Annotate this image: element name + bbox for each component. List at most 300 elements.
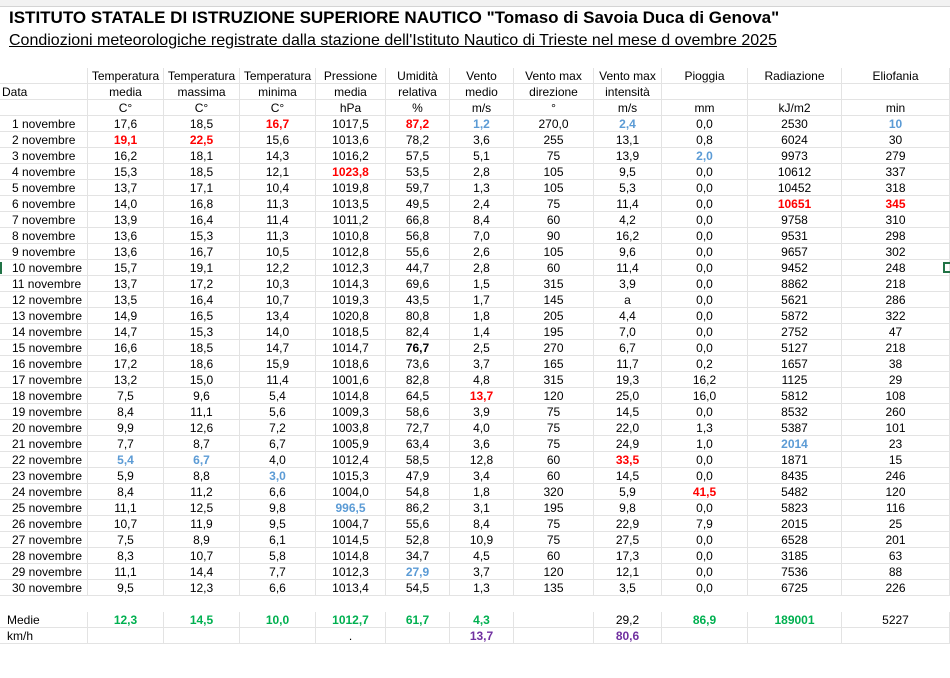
header-cell[interactable] [0,68,88,84]
data-cell[interactable]: 1018,6 [316,356,386,372]
data-cell[interactable]: 11,3 [240,228,316,244]
data-cell[interactable]: 0,0 [662,164,748,180]
data-cell[interactable]: 63 [842,548,950,564]
data-cell[interactable]: 52,8 [386,532,450,548]
data-cell[interactable]: 1017,5 [316,116,386,132]
data-cell[interactable]: 4,8 [450,372,514,388]
data-cell[interactable]: 12,8 [450,452,514,468]
data-cell[interactable]: 13,1 [594,132,662,148]
data-cell[interactable]: 12,1 [594,564,662,580]
data-cell[interactable]: 1,7 [450,292,514,308]
data-cell[interactable]: 8435 [748,468,842,484]
data-cell[interactable]: 54,8 [386,484,450,500]
data-cell[interactable]: 9,8 [240,500,316,516]
data-cell[interactable]: 6024 [748,132,842,148]
data-cell[interactable]: 10452 [748,180,842,196]
data-cell[interactable]: 4,5 [450,548,514,564]
data-cell[interactable]: 15,3 [164,324,240,340]
data-cell[interactable]: 7,2 [240,420,316,436]
data-cell[interactable]: 9758 [748,212,842,228]
data-cell[interactable]: 218 [842,340,950,356]
data-cell[interactable]: 75 [514,436,594,452]
data-cell[interactable]: 1013,5 [316,196,386,212]
data-cell[interactable]: 64,5 [386,388,450,404]
data-cell[interactable]: 11,4 [594,260,662,276]
date-cell[interactable]: 10 novembre [0,260,88,276]
data-cell[interactable]: 2015 [748,516,842,532]
data-cell[interactable]: 75 [514,516,594,532]
data-cell[interactable]: 82,4 [386,324,450,340]
data-cell[interactable]: 7,0 [450,228,514,244]
data-cell[interactable]: 13,6 [88,228,164,244]
data-cell[interactable]: 1871 [748,452,842,468]
data-cell[interactable]: 1012,4 [316,452,386,468]
kmh-cell[interactable] [386,628,450,644]
data-cell[interactable]: 73,6 [386,356,450,372]
date-cell[interactable]: 23 novembre [0,468,88,484]
data-cell[interactable]: 0,0 [662,452,748,468]
data-cell[interactable]: 1019,8 [316,180,386,196]
data-cell[interactable]: 17,1 [164,180,240,196]
data-cell[interactable]: 41,5 [662,484,748,500]
data-cell[interactable]: 1014,5 [316,532,386,548]
date-cell[interactable]: 2 novembre [0,132,88,148]
header-cell[interactable]: C° [88,100,164,116]
data-cell[interactable]: 55,6 [386,244,450,260]
data-cell[interactable]: 1,2 [450,116,514,132]
average-cell[interactable]: 12,3 [88,612,164,628]
data-cell[interactable]: 2752 [748,324,842,340]
date-cell[interactable]: 22 novembre [0,452,88,468]
data-cell[interactable]: 60 [514,452,594,468]
data-cell[interactable]: 14,3 [240,148,316,164]
data-cell[interactable]: 55,6 [386,516,450,532]
average-cell[interactable]: 29,2 [594,612,662,628]
data-cell[interactable]: 57,5 [386,148,450,164]
data-cell[interactable]: 16,5 [164,308,240,324]
data-cell[interactable]: 286 [842,292,950,308]
header-cell[interactable]: intensità [594,84,662,100]
data-cell[interactable]: 2,5 [450,340,514,356]
data-cell[interactable]: 6,1 [240,532,316,548]
data-cell[interactable]: 25,0 [594,388,662,404]
average-cell[interactable]: 5227 [842,612,950,628]
data-cell[interactable]: 14,4 [164,564,240,580]
data-cell[interactable]: 4,4 [594,308,662,324]
data-cell[interactable]: 15,0 [164,372,240,388]
date-cell[interactable]: 8 novembre [0,228,88,244]
data-cell[interactable]: 116 [842,500,950,516]
data-cell[interactable]: 8,4 [88,484,164,500]
data-cell[interactable]: 13,5 [88,292,164,308]
data-cell[interactable]: 14,5 [594,468,662,484]
data-cell[interactable]: 12,6 [164,420,240,436]
data-cell[interactable]: 75 [514,196,594,212]
data-cell[interactable]: 13,2 [88,372,164,388]
header-cell[interactable]: direzione [514,84,594,100]
data-cell[interactable]: 8,4 [450,212,514,228]
data-cell[interactable]: 6,7 [164,452,240,468]
data-cell[interactable]: 5812 [748,388,842,404]
header-cell[interactable]: m/s [594,100,662,116]
data-cell[interactable]: 105 [514,164,594,180]
data-cell[interactable]: 19,3 [594,372,662,388]
data-cell[interactable]: 5,1 [450,148,514,164]
data-cell[interactable]: 43,5 [386,292,450,308]
data-cell[interactable]: 56,8 [386,228,450,244]
header-cell[interactable]: massima [164,84,240,100]
data-cell[interactable]: 0,0 [662,468,748,484]
data-cell[interactable]: a [594,292,662,308]
data-cell[interactable]: 5387 [748,420,842,436]
data-cell[interactable]: 14,0 [88,196,164,212]
data-cell[interactable]: 120 [842,484,950,500]
data-cell[interactable]: 58,5 [386,452,450,468]
data-cell[interactable]: 120 [514,564,594,580]
header-cell[interactable]: Eliofania [842,68,950,84]
kmh-cell[interactable] [164,628,240,644]
data-cell[interactable]: 10,9 [450,532,514,548]
data-cell[interactable]: 17,6 [88,116,164,132]
data-cell[interactable]: 17,3 [594,548,662,564]
data-cell[interactable]: 5,8 [240,548,316,564]
data-cell[interactable]: 1012,3 [316,564,386,580]
data-cell[interactable]: 0,0 [662,212,748,228]
data-cell[interactable]: 3,1 [450,500,514,516]
header-cell[interactable]: hPa [316,100,386,116]
kmh-cell[interactable]: . [316,628,386,644]
data-cell[interactable]: 88 [842,564,950,580]
data-cell[interactable]: 10,4 [240,180,316,196]
data-cell[interactable]: 27,9 [386,564,450,580]
data-cell[interactable]: 16,0 [662,388,748,404]
kmh-cell[interactable] [514,628,594,644]
data-cell[interactable]: 60 [514,260,594,276]
data-cell[interactable]: 0,0 [662,244,748,260]
data-cell[interactable]: 5,4 [88,452,164,468]
date-cell[interactable]: 17 novembre [0,372,88,388]
data-cell[interactable]: 11,4 [594,196,662,212]
data-cell[interactable]: 1013,6 [316,132,386,148]
data-cell[interactable]: 1657 [748,356,842,372]
data-cell[interactable]: 33,5 [594,452,662,468]
header-cell[interactable] [0,100,88,116]
data-cell[interactable]: 10612 [748,164,842,180]
data-cell[interactable]: 0,0 [662,340,748,356]
data-cell[interactable]: 3,9 [450,404,514,420]
data-cell[interactable]: 7,7 [240,564,316,580]
data-cell[interactable]: 54,5 [386,580,450,596]
data-cell[interactable]: 101 [842,420,950,436]
data-cell[interactable]: 0,0 [662,500,748,516]
kmh-label[interactable]: km/h [0,628,88,644]
data-cell[interactable]: 11,4 [240,212,316,228]
data-cell[interactable]: 9531 [748,228,842,244]
data-cell[interactable]: 10,3 [240,276,316,292]
data-cell[interactable]: 315 [514,276,594,292]
data-cell[interactable]: 270,0 [514,116,594,132]
data-cell[interactable]: 8,9 [164,532,240,548]
data-cell[interactable]: 0,0 [662,548,748,564]
data-cell[interactable]: 16,7 [164,244,240,260]
data-cell[interactable]: 9,6 [594,244,662,260]
data-cell[interactable]: 9,5 [240,516,316,532]
data-cell[interactable]: 310 [842,212,950,228]
header-cell[interactable]: Vento max [594,68,662,84]
data-cell[interactable]: 218 [842,276,950,292]
header-cell[interactable]: Radiazione [748,68,842,84]
data-cell[interactable]: 13,7 [88,180,164,196]
data-cell[interactable]: 19,1 [88,132,164,148]
data-cell[interactable]: 0,0 [662,228,748,244]
data-cell[interactable]: 1125 [748,372,842,388]
date-cell[interactable]: 14 novembre [0,324,88,340]
data-cell[interactable]: 44,7 [386,260,450,276]
header-cell[interactable]: Pressione [316,68,386,84]
data-cell[interactable]: 5,4 [240,388,316,404]
data-cell[interactable]: 17,2 [164,276,240,292]
data-cell[interactable]: 13,4 [240,308,316,324]
header-cell[interactable]: medio [450,84,514,100]
date-cell[interactable]: 9 novembre [0,244,88,260]
data-cell[interactable]: 5,3 [594,180,662,196]
data-cell[interactable]: 60 [514,548,594,564]
data-cell[interactable]: 7,0 [594,324,662,340]
header-cell[interactable] [662,84,748,100]
header-cell[interactable]: Data [0,84,88,100]
data-cell[interactable]: 4,0 [450,420,514,436]
data-cell[interactable]: 22,5 [164,132,240,148]
data-cell[interactable]: 76,7 [386,340,450,356]
data-cell[interactable]: 25 [842,516,950,532]
data-cell[interactable]: 10 [842,116,950,132]
data-cell[interactable]: 5872 [748,308,842,324]
data-cell[interactable]: 3185 [748,548,842,564]
date-cell[interactable]: 13 novembre [0,308,88,324]
data-cell[interactable]: 11,4 [240,372,316,388]
date-cell[interactable]: 7 novembre [0,212,88,228]
kmh-cell[interactable]: 80,6 [594,628,662,644]
kmh-cell[interactable] [748,628,842,644]
data-cell[interactable]: 19,1 [164,260,240,276]
data-cell[interactable]: 16,8 [164,196,240,212]
data-cell[interactable]: 105 [514,180,594,196]
data-cell[interactable]: 4,2 [594,212,662,228]
data-cell[interactable]: 0,0 [662,180,748,196]
data-cell[interactable]: 1016,2 [316,148,386,164]
data-cell[interactable]: 11,1 [88,500,164,516]
data-cell[interactable]: 72,7 [386,420,450,436]
data-cell[interactable]: 270 [514,340,594,356]
date-cell[interactable]: 20 novembre [0,420,88,436]
data-cell[interactable]: 248 [842,260,950,276]
data-cell[interactable]: 201 [842,532,950,548]
data-cell[interactable]: 12,2 [240,260,316,276]
data-cell[interactable]: 11,1 [164,404,240,420]
data-cell[interactable]: 15,3 [88,164,164,180]
header-cell[interactable]: media [316,84,386,100]
data-cell[interactable]: 1014,8 [316,388,386,404]
data-cell[interactable]: 66,8 [386,212,450,228]
data-cell[interactable]: 18,6 [164,356,240,372]
data-cell[interactable]: 60 [514,468,594,484]
kmh-cell[interactable]: 13,7 [450,628,514,644]
data-cell[interactable]: 9973 [748,148,842,164]
data-cell[interactable]: 0,0 [662,292,748,308]
date-cell[interactable]: 25 novembre [0,500,88,516]
data-cell[interactable]: 14,7 [240,340,316,356]
data-cell[interactable]: 318 [842,180,950,196]
data-cell[interactable]: 1004,0 [316,484,386,500]
date-cell[interactable]: 12 novembre [0,292,88,308]
data-cell[interactable]: 18,5 [164,116,240,132]
data-cell[interactable]: 12,3 [164,580,240,596]
header-cell[interactable]: Temperatura [88,68,164,84]
data-cell[interactable]: 16,6 [88,340,164,356]
average-cell[interactable]: 1012,7 [316,612,386,628]
data-cell[interactable]: 1019,3 [316,292,386,308]
data-cell[interactable]: 3,5 [594,580,662,596]
date-cell[interactable]: 4 novembre [0,164,88,180]
data-cell[interactable]: 13,7 [88,276,164,292]
data-cell[interactable]: 11,7 [594,356,662,372]
data-cell[interactable]: 11,3 [240,196,316,212]
header-cell[interactable]: min [842,100,950,116]
header-cell[interactable]: Pioggia [662,68,748,84]
data-cell[interactable]: 10,5 [240,244,316,260]
data-cell[interactable]: 2014 [748,436,842,452]
data-cell[interactable]: 23 [842,436,950,452]
data-cell[interactable]: 14,5 [594,404,662,420]
data-cell[interactable]: 6528 [748,532,842,548]
data-cell[interactable]: 9657 [748,244,842,260]
kmh-cell[interactable] [88,628,164,644]
date-cell[interactable]: 30 novembre [0,580,88,596]
data-cell[interactable]: 165 [514,356,594,372]
data-cell[interactable]: 78,2 [386,132,450,148]
date-cell[interactable]: 27 novembre [0,532,88,548]
data-cell[interactable]: 7,7 [88,436,164,452]
data-cell[interactable]: 6,7 [594,340,662,356]
data-cell[interactable]: 16,2 [662,372,748,388]
data-cell[interactable]: 1009,3 [316,404,386,420]
data-cell[interactable]: 13,9 [594,148,662,164]
average-cell[interactable]: 86,9 [662,612,748,628]
data-cell[interactable]: 0,0 [662,308,748,324]
data-cell[interactable]: 3,4 [450,468,514,484]
data-cell[interactable]: 145 [514,292,594,308]
data-cell[interactable]: 18,1 [164,148,240,164]
data-cell[interactable]: 2530 [748,116,842,132]
data-cell[interactable]: 2,6 [450,244,514,260]
data-cell[interactable]: 1023,8 [316,164,386,180]
header-cell[interactable]: mm [662,100,748,116]
data-cell[interactable]: 15 [842,452,950,468]
data-cell[interactable]: 108 [842,388,950,404]
data-cell[interactable]: 9,9 [88,420,164,436]
data-cell[interactable]: 5621 [748,292,842,308]
data-cell[interactable]: 10,7 [164,548,240,564]
data-cell[interactable]: 3,0 [240,468,316,484]
data-cell[interactable]: 1014,3 [316,276,386,292]
data-cell[interactable]: 47,9 [386,468,450,484]
data-cell[interactable]: 7536 [748,564,842,580]
data-cell[interactable]: 15,9 [240,356,316,372]
data-cell[interactable]: 1014,7 [316,340,386,356]
data-cell[interactable]: 16,7 [240,116,316,132]
data-cell[interactable]: 1,4 [450,324,514,340]
data-cell[interactable]: 1020,8 [316,308,386,324]
average-cell[interactable]: 10,0 [240,612,316,628]
data-cell[interactable]: 0,0 [662,532,748,548]
data-cell[interactable]: 6,6 [240,484,316,500]
data-cell[interactable]: 53,5 [386,164,450,180]
data-cell[interactable]: 10651 [748,196,842,212]
data-cell[interactable]: 1,3 [450,180,514,196]
data-cell[interactable]: 59,7 [386,180,450,196]
header-cell[interactable]: minima [240,84,316,100]
data-cell[interactable]: 996,5 [316,500,386,516]
data-cell[interactable]: 1,3 [662,420,748,436]
data-cell[interactable]: 8,7 [164,436,240,452]
data-cell[interactable]: 47 [842,324,950,340]
header-cell[interactable]: Vento max [514,68,594,84]
header-cell[interactable]: m/s [450,100,514,116]
data-cell[interactable]: 0,0 [662,196,748,212]
data-cell[interactable]: 90 [514,228,594,244]
data-cell[interactable]: 105 [514,244,594,260]
data-cell[interactable]: 13,9 [88,212,164,228]
data-cell[interactable]: 0,0 [662,580,748,596]
data-cell[interactable]: 9,5 [594,164,662,180]
data-cell[interactable]: 82,8 [386,372,450,388]
averages-label[interactable]: Medie [0,612,88,628]
data-cell[interactable]: 86,2 [386,500,450,516]
data-cell[interactable]: 10,7 [88,516,164,532]
average-cell[interactable] [514,612,594,628]
data-cell[interactable]: 0,0 [662,276,748,292]
data-cell[interactable]: 0,0 [662,324,748,340]
data-cell[interactable]: 15,6 [240,132,316,148]
data-cell[interactable]: 320 [514,484,594,500]
data-cell[interactable]: 9452 [748,260,842,276]
header-cell[interactable]: Umidità [386,68,450,84]
data-cell[interactable]: 7,5 [88,388,164,404]
data-cell[interactable]: 3,7 [450,356,514,372]
date-cell[interactable]: 18 novembre [0,388,88,404]
data-cell[interactable]: 5,9 [88,468,164,484]
kmh-cell[interactable] [240,628,316,644]
data-cell[interactable]: 1003,8 [316,420,386,436]
data-cell[interactable]: 1004,7 [316,516,386,532]
date-cell[interactable]: 11 novembre [0,276,88,292]
data-cell[interactable]: 14,7 [88,324,164,340]
data-cell[interactable]: 8,4 [88,404,164,420]
data-cell[interactable]: 11,9 [164,516,240,532]
data-cell[interactable]: 6,6 [240,580,316,596]
kmh-cell[interactable] [662,628,748,644]
date-cell[interactable]: 21 novembre [0,436,88,452]
date-cell[interactable]: 26 novembre [0,516,88,532]
data-cell[interactable]: 6,7 [240,436,316,452]
data-cell[interactable]: 16,2 [88,148,164,164]
data-cell[interactable]: 80,8 [386,308,450,324]
data-cell[interactable]: 1014,8 [316,548,386,564]
data-cell[interactable]: 12,5 [164,500,240,516]
data-cell[interactable]: 337 [842,164,950,180]
data-cell[interactable]: 2,4 [450,196,514,212]
data-cell[interactable]: 11,2 [164,484,240,500]
